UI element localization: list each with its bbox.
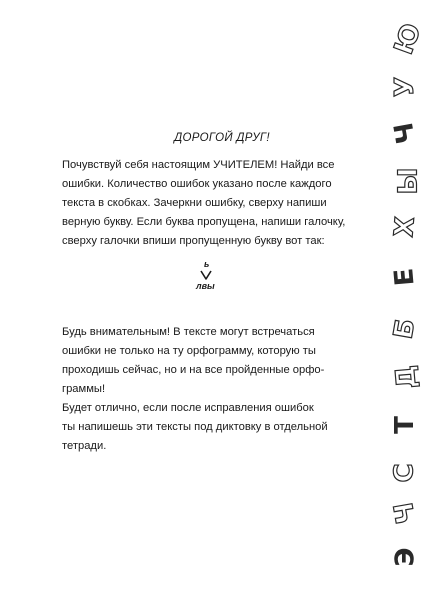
warning-paragraph — [62, 323, 382, 399]
warning-line: ошибки не только на ту орфограмму, которую ты — [62, 345, 316, 357]
advice-line: Будет отлично, если после исправления ошибок — [62, 402, 314, 414]
decorative-letter: Б — [388, 316, 422, 342]
correction-example — [62, 255, 382, 317]
advice-paragraph — [62, 399, 382, 456]
advice-line: тетради. — [62, 440, 107, 452]
inserted-letter: ь — [204, 259, 210, 269]
decorative-letter-strip — [377, 0, 437, 589]
decorative-letter: С — [389, 463, 420, 483]
decorative-letter: Ч — [388, 120, 423, 146]
advice-line: ты напишешь эти тексты под диктовку в отдельной — [62, 421, 328, 433]
decorative-letter: Ю — [388, 19, 428, 59]
intro-line: сверху галочки впиши пропущенную букву вот так: — [62, 235, 325, 247]
decorative-letter: Ы — [393, 167, 424, 195]
decorative-letter: Э — [390, 547, 421, 567]
intro-line: текста в скобках. Зачеркни ошибку, сверху напиши — [62, 197, 327, 209]
insertion-caret-icon — [200, 270, 212, 280]
decorative-letter: Е — [389, 266, 421, 288]
decorative-letter: У — [390, 76, 421, 98]
decorative-letter: Т — [389, 416, 420, 434]
decorative-letter: Д — [390, 364, 423, 390]
intro-line: ошибки. Количество ошибок указано после каждого — [62, 178, 332, 190]
intro-line: Почувствуй себя настоящим УЧИТЕЛЕМ! Найди все — [62, 159, 335, 171]
warning-line: проходишь сейчас, но и на все пройденные орфо- — [62, 364, 325, 376]
decorative-letter: Х — [389, 215, 421, 239]
example-word: лвы — [196, 281, 215, 291]
page-heading: ДОРОГОЙ ДРУГ! — [174, 132, 270, 144]
intro-paragraph — [62, 156, 382, 251]
warning-line: Будь внимательным! В тексте могут встречаться — [62, 326, 315, 338]
warning-line: граммы! — [62, 383, 106, 395]
intro-line: верную букву. Если буква пропущена, напиши галочку, — [62, 216, 346, 228]
instructions-block — [62, 132, 382, 456]
decorative-letter: Ч — [388, 500, 423, 526]
